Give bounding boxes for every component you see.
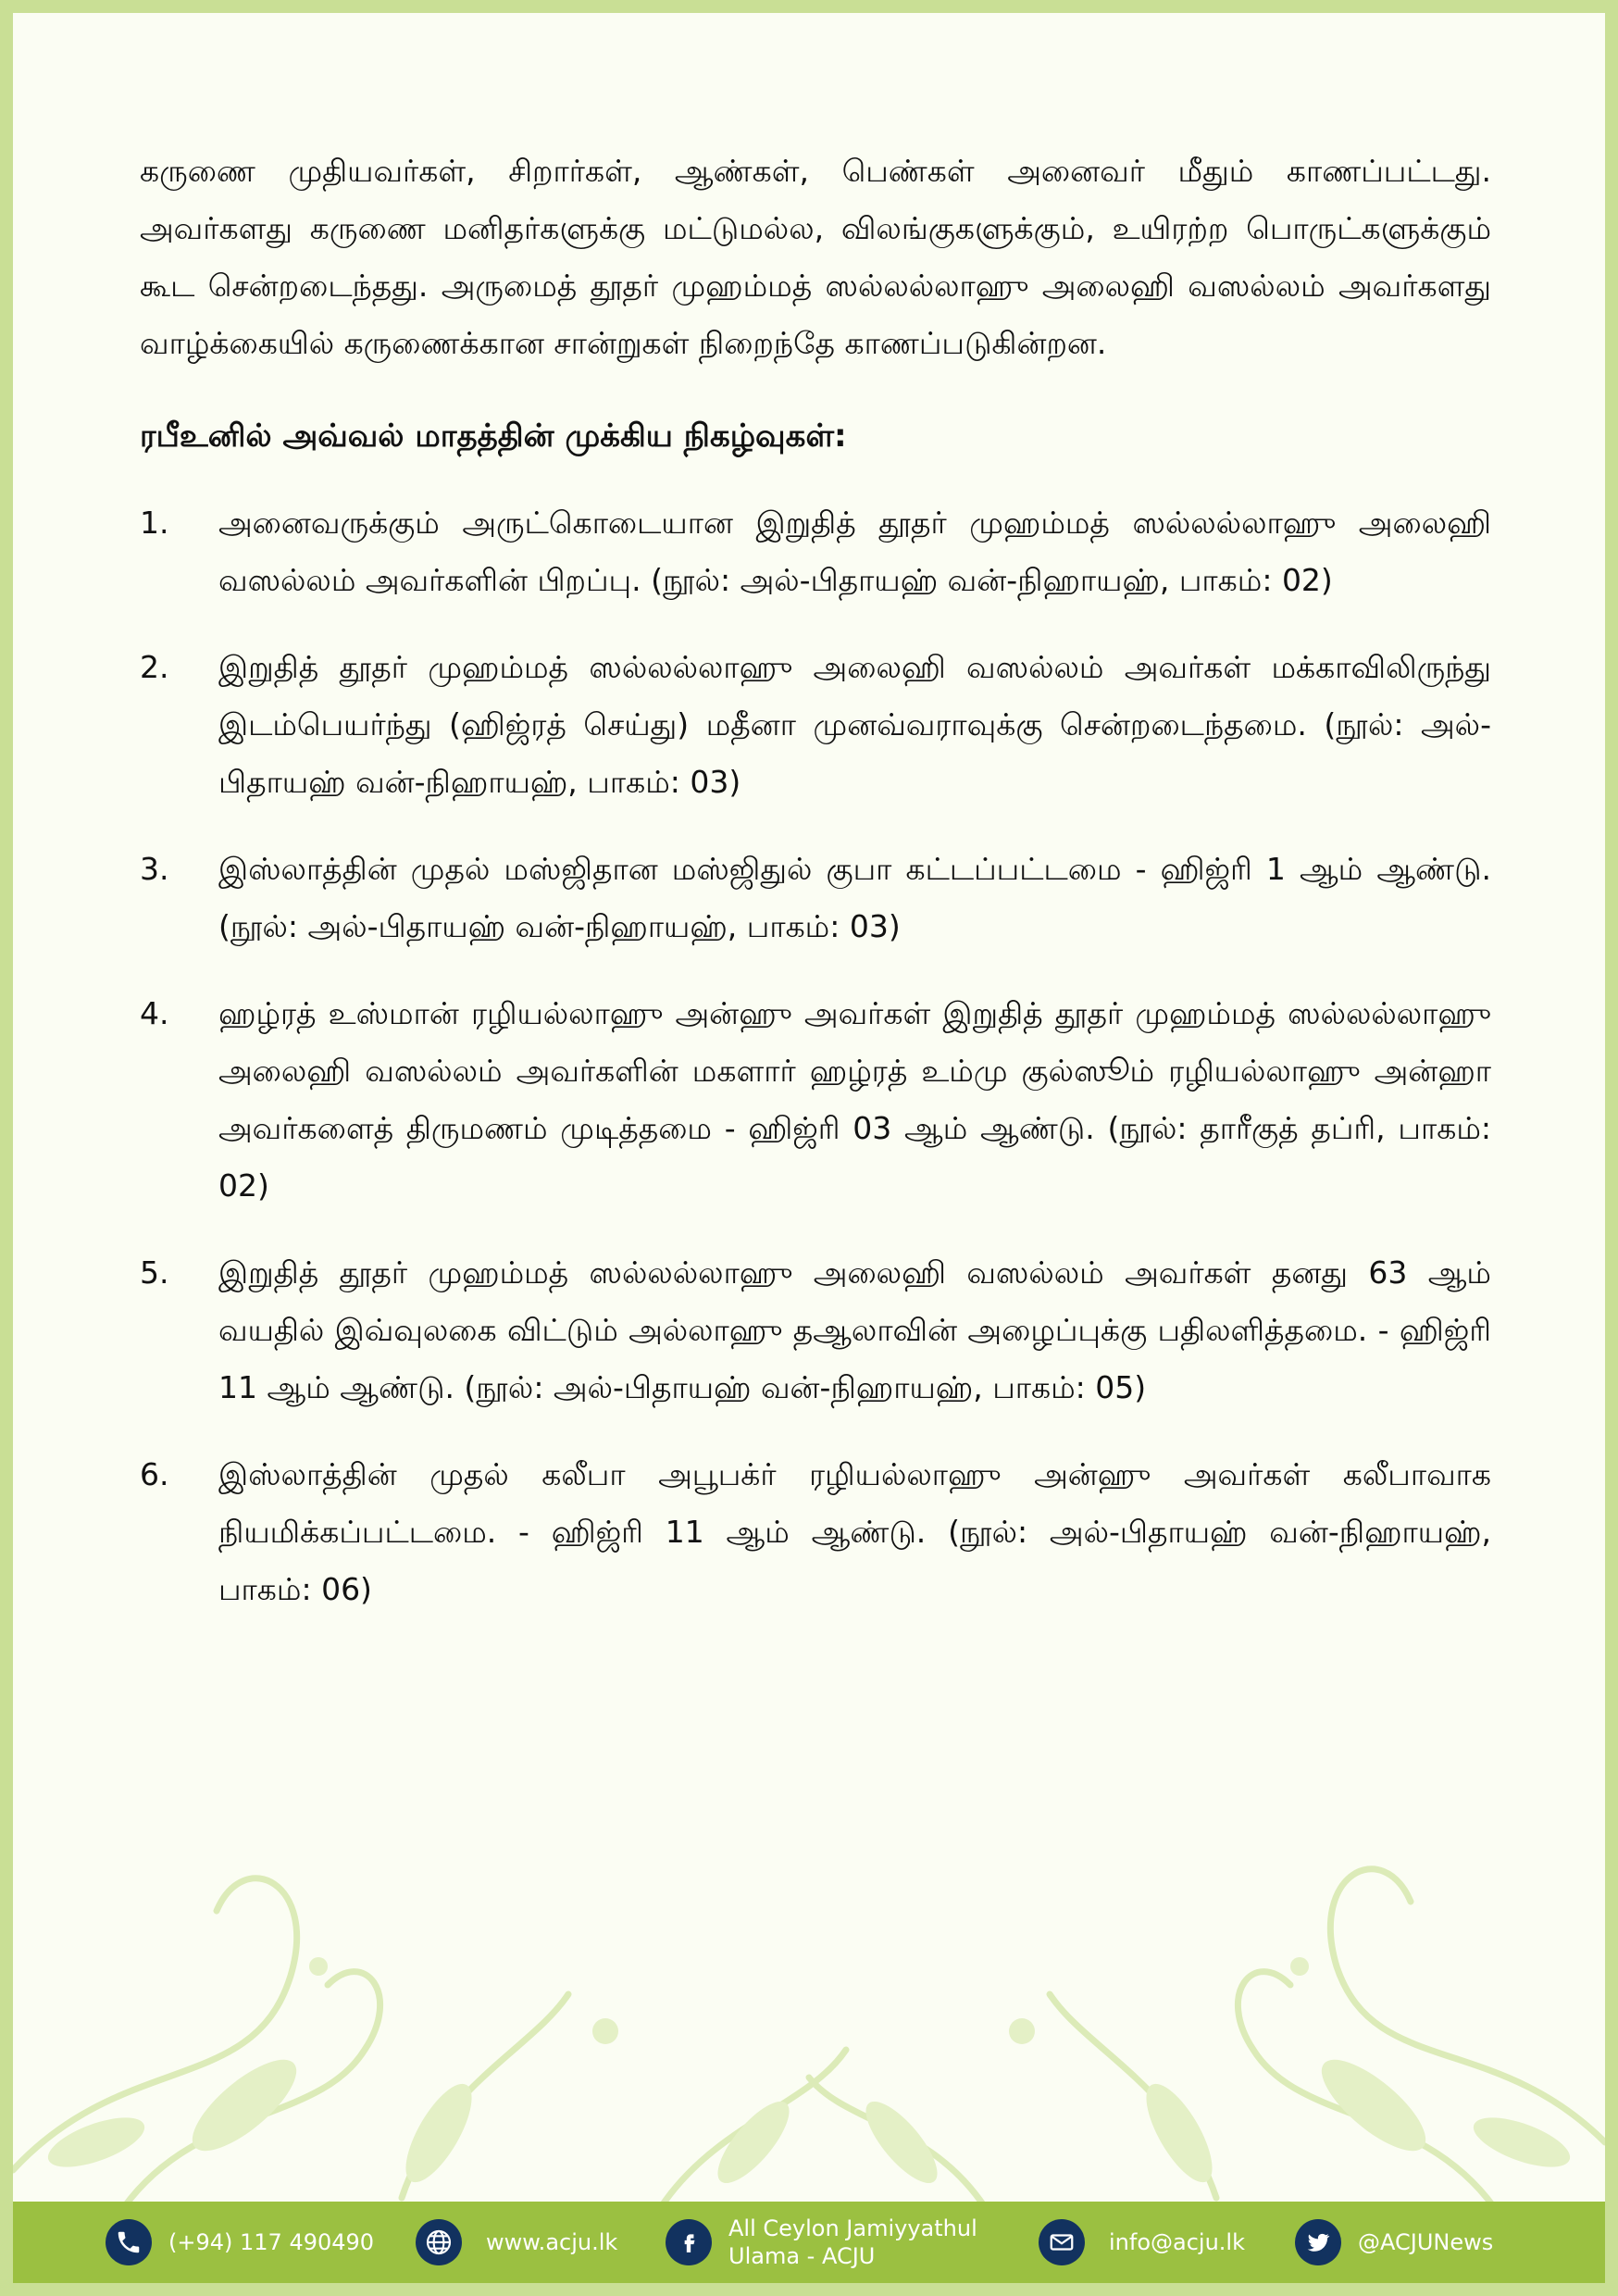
footer-bar [13,2202,1605,2283]
phone-icon [106,2219,152,2265]
globe-icon [416,2219,462,2265]
event-number: 4. [140,995,169,1031]
footer-email[interactable] [1039,2202,1245,2283]
event-item [140,1446,1491,1618]
org-name [728,2215,977,2270]
intro-paragraph: கருணை முதியவர்கள், சிறார்கள், ஆண்கள், பெண்கள் அனைவர் மீதும் காணப்பட்டது. அவர்களது கருணை மனிதர்களுக்கு மட்டுமல்ல, விலங்குகளுக்கும், உயிரற்ற பொருட்களுக்கும் கூட சென்றடைந்தது. அருமைத் தூதர் முஹம்மத் ஸல்லல்லாஹு அலைஹி வஸல்லம் அவர்களது வாழ்க்கையில் கருணைக்கான சான்றுகள் நிறைந்தே காணப்படுகின்றன. [140,153,1491,361]
event-text: இஸ்லாத்தின் முதல் கலீபா அபூபக்ர் ரழியல்லாஹு அன்ஹு அவர்கள் கலீபாவாக நியமிக்கப்பட்டமை. - ஹிஜ்ரி 11 ஆம் ஆண்டு. (நூல்: அல்-பிதாயஹ் வன்-நிஹாயஹ், பாகம்: 06) [218,1456,1491,1607]
event-number: 3. [140,851,169,887]
event-item [140,1244,1491,1416]
page [13,13,1605,2283]
facebook-icon [666,2219,712,2265]
footer-phone[interactable] [106,2202,374,2283]
email-text: info@acju.lk [1109,2229,1245,2255]
twitter-icon [1295,2219,1341,2265]
event-number: 1. [140,505,169,541]
footer-website[interactable] [416,2202,617,2283]
document-body [140,143,1491,1648]
org-line-2: Ulama - ACJU [728,2243,876,2269]
event-text: இஸ்லாத்தின் முதல் மஸ்ஜிதான மஸ்ஜிதுல் குபா கட்டப்பட்டமை - ஹிஜ்ரி 1 ஆம் ஆண்டு. (நூல்: அல்-பிதாயஹ் வன்-நிஹாயஹ், பாகம்: 03) [218,851,1491,944]
footer-facebook[interactable] [666,2202,977,2283]
event-item [140,985,1491,1215]
mail-icon [1039,2219,1085,2265]
website-text: www.acju.lk [486,2229,618,2255]
event-text: இறுதித் தூதர் முஹம்மத் ஸல்லல்லாஹு அலைஹி வஸல்லம் அவர்கள் தனது 63 ஆம் வயதில் இவ்வுலகை விட்டும் அல்லாஹு தஆலாவின் அழைப்புக்கு பதிலளித்தமை. - ஹிஜ்ரி 11 ஆம் ஆண்டு. (நூல்: அல்-பிதாயஹ் வன்-நிஹாயஹ், பாகம்: 05) [218,1254,1491,1405]
event-text: இறுதித் தூதர் முஹம்மத் ஸல்லல்லாஹு அலைஹி வஸல்லம் அவர்கள் மக்காவிலிருந்து இடம்பெயர்ந்து (ஹிஜ்ரத் செய்து) மதீனா முனவ்வராவுக்கு சென்றடைந்தமை. (நூல்: அல்-பிதாயஹ் வன்-நிஹாயஹ், பாகம்: 03) [218,649,1491,800]
phone-text: (+94) 117 490490 [168,2229,375,2255]
event-text: ஹழ்ரத் உஸ்மான் ரழியல்லாஹு அன்ஹு அவர்கள் இறுதித் தூதர் முஹம்மத் ஸல்லல்லாஹு அலைஹி வஸல்லம் அவர்களின் மகளார் ஹழ்ரத் உம்மு குல்ஸூம் ரழியல்லாஹு அன்ஹா அவர்களைத் திருமணம் முடித்தமை - ஹிஜ்ரி 03 ஆம் ஆண்டு. (நூல்: தாரீகுத் தப்ரி, பாகம்: 02) [218,995,1491,1204]
footer-twitter[interactable] [1295,2202,1493,2283]
twitter-text: @ACJUNews [1358,2229,1494,2255]
event-item [140,639,1491,811]
event-number: 5. [140,1254,169,1291]
event-number: 2. [140,649,169,685]
org-line-1: All Ceylon Jamiyyathul [728,2215,977,2241]
event-text: அனைவருக்கும் அருட்கொடையான இறுதித் தூதர் முஹம்மத் ஸல்லல்லாஹு அலைஹி வஸல்லம் அவர்களின் பிறப்பு. (நூல்: அல்-பிதாயஹ் வன்-நிஹாயஹ், பாகம்: 02) [218,505,1491,598]
section-heading: ரபீஉனில் அவ்வல் மாதத்தின் முக்கிய நிகழ்வுகள்: [140,418,847,455]
event-item [140,494,1491,609]
event-item [140,841,1491,955]
event-number: 6. [140,1456,169,1492]
